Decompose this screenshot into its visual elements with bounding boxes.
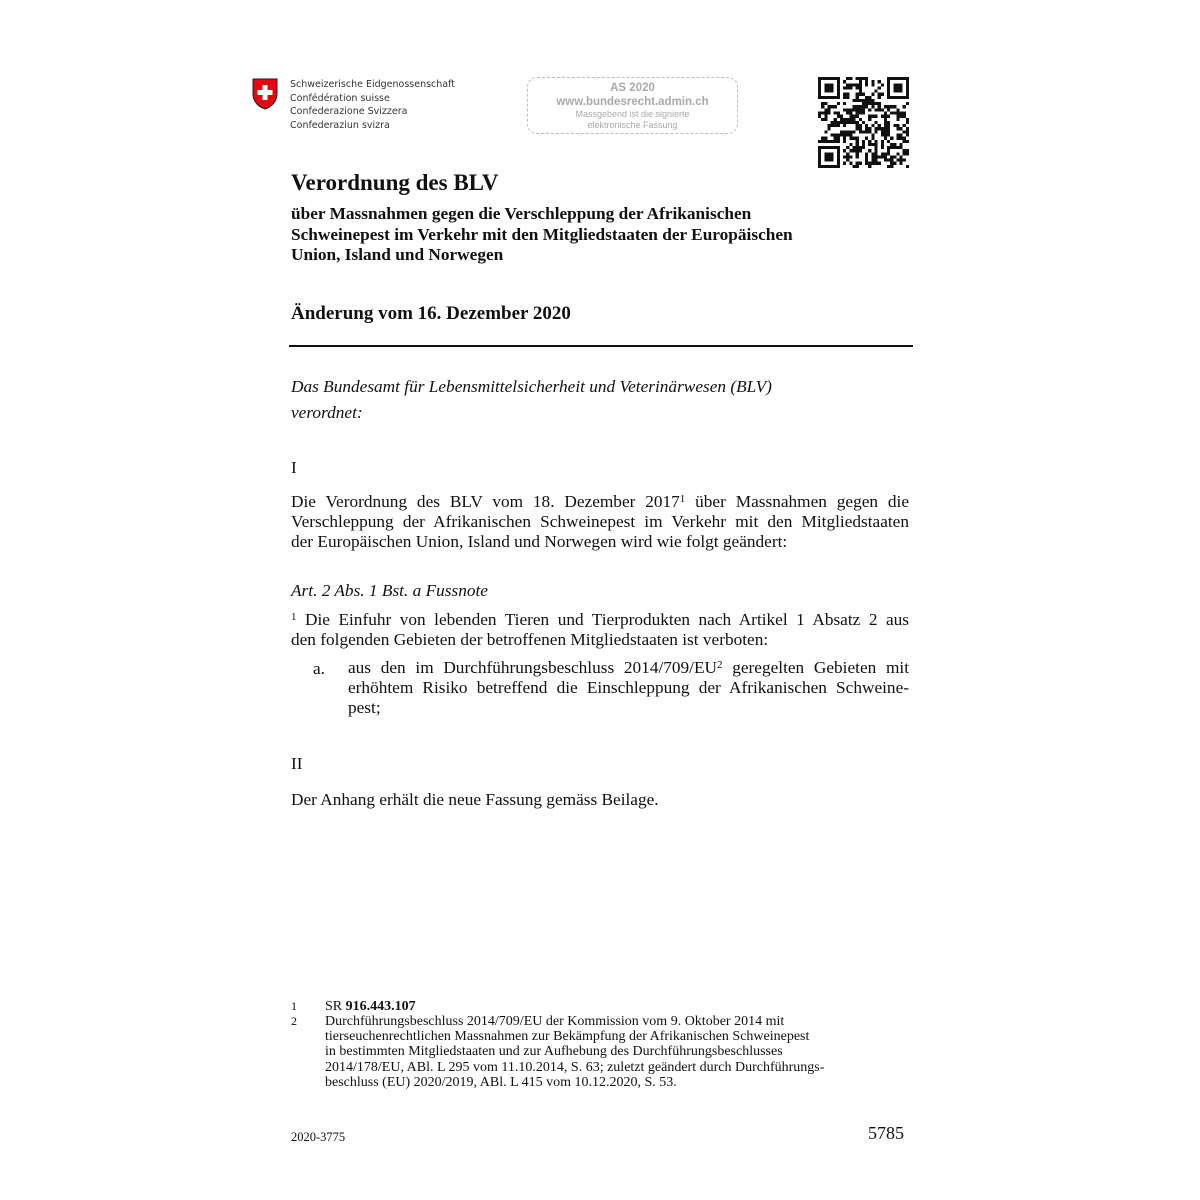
amendment-intro-paragraph bbox=[291, 492, 909, 552]
paragraph-line: der Europäischen Union, Island und Norwegen wird wie folgt geändert: bbox=[291, 532, 788, 551]
list-item-fragment: aus den im Durchführungsbeschluss 2014/709/EU bbox=[348, 658, 718, 677]
swiss-crest-icon bbox=[252, 78, 278, 110]
footnote-sr-number[interactable]: 916.443.107 bbox=[345, 999, 416, 1014]
paragraph-line bbox=[291, 492, 909, 512]
qr-code-icon bbox=[818, 77, 909, 168]
paragraph-text: über Massnahmen gegen die bbox=[685, 492, 909, 511]
confederation-name-de: Schweizerische Eidgenossenschaft bbox=[290, 79, 456, 90]
paragraph-text: Die Einfuhr von lebenden Tieren und Tierprodukten nach Artikel 1 Absatz 2 aus bbox=[296, 610, 909, 629]
stamp-note-2: elektronische Fassung bbox=[587, 120, 678, 130]
footnote-ref-2[interactable]: 2 bbox=[717, 659, 723, 671]
confederation-name-fr: Confédération suisse bbox=[290, 92, 390, 104]
list-item-letter: a. bbox=[313, 659, 325, 678]
footnote-prefix: SR bbox=[325, 999, 346, 1014]
subtitle-line: Union, Island und Norwegen bbox=[291, 245, 504, 264]
section-one-label: I bbox=[291, 458, 297, 477]
paragraph-number: 1 bbox=[291, 611, 297, 623]
document-number: 2020-3775 bbox=[291, 1130, 346, 1144]
paragraph-line bbox=[291, 610, 909, 630]
footnote-line: beschluss (EU) 2020/2019, ABl. L 415 vom 10.12.2020, S. 53. bbox=[325, 1074, 677, 1090]
footnote-line: in bestimmten Mitgliedstaaten und zur Aufhebung des Durchführungsbeschlusses bbox=[325, 1044, 783, 1060]
subtitle-line: über Massnahmen gegen die Verschleppung der Afrikanischen bbox=[291, 204, 752, 223]
list-item-line bbox=[348, 658, 909, 678]
official-stamp bbox=[527, 77, 738, 134]
section-two-text: Der Anhang erhält die neue Fassung gemäss Beilage. bbox=[291, 790, 659, 809]
confederation-name-rm: Confederaziun svizra bbox=[290, 119, 390, 131]
preamble bbox=[291, 374, 772, 426]
confederation-name-it: Confederazione Svizzera bbox=[290, 106, 408, 117]
paragraph-text: Die Verordnung des BLV vom 18. Dezember 2017 bbox=[291, 492, 680, 511]
confederation-names bbox=[290, 78, 455, 132]
footnote-number: 2 bbox=[291, 1014, 297, 1028]
footnote-number: 1 bbox=[291, 999, 297, 1013]
title-divider bbox=[289, 345, 913, 347]
subtitle-line: Schweinepest im Verkehr mit den Mitgliedstaaten der Europäischen bbox=[291, 224, 793, 244]
footnote-line: 2014/178/EU, ABl. L 295 vom 11.10.2014, S. 63; zuletzt geändert durch Durchführungs- bbox=[325, 1059, 825, 1075]
article-paragraph bbox=[291, 610, 909, 650]
document-title: Verordnung des BLV bbox=[291, 170, 499, 195]
article-heading: Art. 2 Abs. 1 Bst. a Fussnote bbox=[291, 581, 488, 600]
preamble-line: Das Bundesamt für Lebensmittelsicherheit und Veterinärwesen (BLV) bbox=[291, 377, 772, 396]
page-number: 5785 bbox=[868, 1123, 904, 1143]
paragraph-line: den folgenden Gebieten der betroffenen Mitgliedstaaten ist verboten: bbox=[291, 630, 769, 649]
paragraph-line: Verschleppung der Afrikanischen Schweinepest im Verkehr mit den Mitgliedstaaten bbox=[291, 512, 909, 531]
document-subtitle bbox=[291, 204, 911, 266]
stamp-url: www.bundesrecht.admin.ch bbox=[556, 96, 709, 108]
footnote-text bbox=[325, 999, 905, 1014]
stamp-note-1: Massgebend ist die signierte bbox=[575, 109, 690, 119]
preamble-line: verordnet: bbox=[291, 403, 363, 422]
footnote-text bbox=[325, 1014, 905, 1090]
list-item-line: pest; bbox=[348, 698, 381, 717]
footnote-line: Durchführungsbeschluss 2014/709/EU der Kommission vom 9. Oktober 2014 mit bbox=[325, 1014, 785, 1029]
section-two-label: II bbox=[291, 754, 303, 773]
footnote-line: tierseuchenrechtlichen Massnahmen zur Bekämpfung der Afrikanischen Schweinepest bbox=[325, 1029, 810, 1045]
footnote-ref-1[interactable]: 1 bbox=[679, 493, 686, 505]
list-item-line: erhöhtem Risiko betreffend die Einschleppung der Afrikanischen Schweine- bbox=[348, 678, 909, 697]
stamp-as-year: AS 2020 bbox=[610, 82, 655, 94]
amendment-date: Änderung vom 16. Dezember 2020 bbox=[291, 303, 571, 324]
list-item-fragment: geregelten Gebieten mit bbox=[722, 658, 910, 677]
list-item-text bbox=[348, 658, 909, 718]
